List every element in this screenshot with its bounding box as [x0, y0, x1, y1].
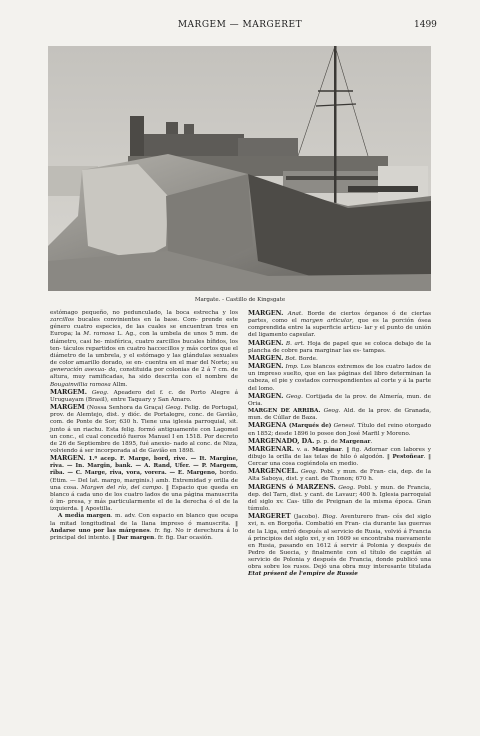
entry-margen: MARGEN. 1.ª acep. F. Marge, bord, rive. — It. Margine, riva. — In. Margin, bank. — A. Rand, Ufer. — P. Margem, riba. — C. Marge, riva, vora, vorera. — E. Margeno, bordo. (Etim. — Del lat. margo, marginis.) amb. Extremidad y orilla de una cosa. Margen del río, del campo. ‖ Espacio que queda en blanco á cada uno de los cuatro lados de una página manuscrita ó im- presa, y más particularmente el de la derecha ó el de la izquierda. ‖ Apostilla. — [50, 454, 239, 513]
entry-margeret: MARGERET (Jacobo). Biog. Aventurero fran- cés del siglo xvi, n. en Borgoña. Combatió en Fran- cia durante las guerras de la Liga, entró después al servicio de Rusia, volvió á Francia á principios del siglo xvi, y en 1609 se encontraba nuevamente en Rusia, pasando en 1612 á servir á Polonia y después de Pedro de Suecia, y finalmente con el título de capitán al servicio de Polonia y después de Francia, donde publicó una obra sobre los rusos. Dejó una obra muy interesante titulada Etat présent de l'empire de Russie — [248, 512, 432, 578]
castle-photograph — [48, 46, 431, 291]
headword: MARGENADO, DA. — [248, 436, 315, 445]
left-column — [50, 310, 238, 542]
headword: MARGENAR. — [248, 444, 295, 453]
headword: MARGEM — [50, 403, 85, 412]
entry-margens: MARGENS ó MARZENS. Geog. Pobl. y mun. de Francia, dep. del Tarn, dist. y cant. de Lavaur; 400 h. Iglesia parroquial del siglo xv. Cas- tillo de Preignan de la misma época. Gran túmulo. — [248, 482, 431, 513]
entry-margena: MARGENA (Marqués de) Geneal. Título del reino otorgado en 1852; desde 1896 lo posee don José Marfil y Moreno. — [248, 421, 432, 437]
running-header: MARGEM — MARGERET — [177, 20, 303, 30]
entry-margen-bot: MARGEN. Bot. Borde. — [248, 353, 318, 362]
headword: MARGENCEL. — [248, 467, 299, 476]
headword: MARGERET — [248, 512, 291, 521]
right-column — [248, 310, 431, 579]
entry-margen-de-arriba: MARGEN DE ARRIBA. Geog. Ald. de la prov. de Granada, mun. de Cúllar de Baza. — [248, 408, 431, 422]
headword: MARGEN DE ARRIBA. — [248, 408, 321, 415]
headword: MARGEN. — [248, 353, 284, 362]
entry-margencel: MARGENCEL. Geog. Pobl. y mun. de Fran- cia, dep. de la Alta Saboya, dist. y cant. de Thonon; 670 h. — [248, 467, 432, 483]
headword: MARGEN. — [248, 309, 284, 317]
entry-margenado: MARGENADO, DA. p. p. de Margenar. — [248, 436, 373, 445]
headword: MARGENS ó MARZENS. — [248, 482, 336, 491]
entry-margem: MARGEM. Geog. Apeadero del f. c. de Porto Alegre á Uruguayam (Brasil), entre Taquary y San Amaro. — [50, 387, 239, 403]
entry-margenar: MARGENAR. v. a. Marginar. ‖ fig. Adornar con labores y dibujo la orilla de las telas de hilo ó algodón. ‖ Pestoñear. ‖ Cercar una cosa cogiéndola en medio. — [248, 444, 431, 468]
headword: MARGEN. — [248, 338, 284, 347]
page-number: 1499 — [414, 20, 437, 30]
entry-margem-nossa-senhora: MARGEM (Nossa Senhora da Graça) Geog. Felig. de Portugal, prov. de Alemtejo, dist. y dióc. de Portalegre, conc. de Gavião, com. de Ponte de Sor; 630 h. Tiene una iglesia parroquial, sit. junto á un riachu. Esta felig. formó antiguamente con Lagomel un conc., el cual concedió fueros Manuel I en 1518. Por decreto de 26 de Septiembre de 1895, fué anexio- nado al conc. de Niza, volviendo á ser incorporada al de Gavião en 1898. — [50, 403, 239, 454]
entry-a-media-margen: A media margen. m. adv. Con espacio en blanco que ocupa la mitad longitudinal de la llana impreso ó manuscrita. ‖ Andarse uno por las márgenes. fr. fig. No ir derechura á lo principal del intento. ‖ Dar margen. fr. fig. Dar ocasión. — [50, 513, 239, 541]
headword: MARGEM. — [50, 387, 87, 396]
entry-margen-geog: MARGEN. Geog. Cortijada de la prov. de Almería, mun. de Oria. — [248, 391, 432, 407]
entry-margen-imp: MARGEN. Imp. Los blancos extremos de los cuatro lados de un impreso suelto, que en las páginas del libro determinan la cabeza, el pie y costados correspondientes al corte y á la parte del lomo. — [248, 362, 432, 392]
headword: MARGEN. — [50, 454, 86, 463]
headword: MARGEN. — [248, 362, 284, 371]
continued-paragraph: estómago pequeño, no pedunculado, la boca estrecha y los zarcillos bucales convinientes en la base. Com- prende este género cuatro especies, de las cuales se encuentran tres en Europa; la M. ramosa L. Ag., con la umbela de unos 5 mm. de diámetro, casi he- misférica, cuatro zarcillos bucales bífidos, los ten- táculos repartidos en cuatro haccecillos y más cortos que el diámetro de la umbrela, y el estómago y las glándulas sexuales de color amarillo dorado, se en- cuentra en el mar del Norte; su generación asexua- da, constituida por colonias de 2 á 7 cm. de altura, muy ramificadas, ha sido descrita con el nombre de Bougainvillia ramosa Allm. — [50, 310, 239, 388]
headword: MARGENA — [248, 421, 287, 430]
photo-caption: Margate. - Castillo de Kingsgate — [194, 297, 286, 303]
kingsgate-castle-illustration — [48, 46, 431, 291]
entry-margen-anat: MARGEN. Anat. Borde de ciertos órganos ó de ciertas partes, como el margen articular, que es la porción ósea comprendida entre la superficie articu- lar y el punto de unión del ligamento capsular. — [248, 309, 432, 339]
entry-margen-bart: MARGEN. B. art. Hoja de papel que se coloca debajo de la plancha de cobre para marginar las es- tampas. — [248, 338, 432, 354]
headword: MARGEN. — [248, 391, 284, 400]
